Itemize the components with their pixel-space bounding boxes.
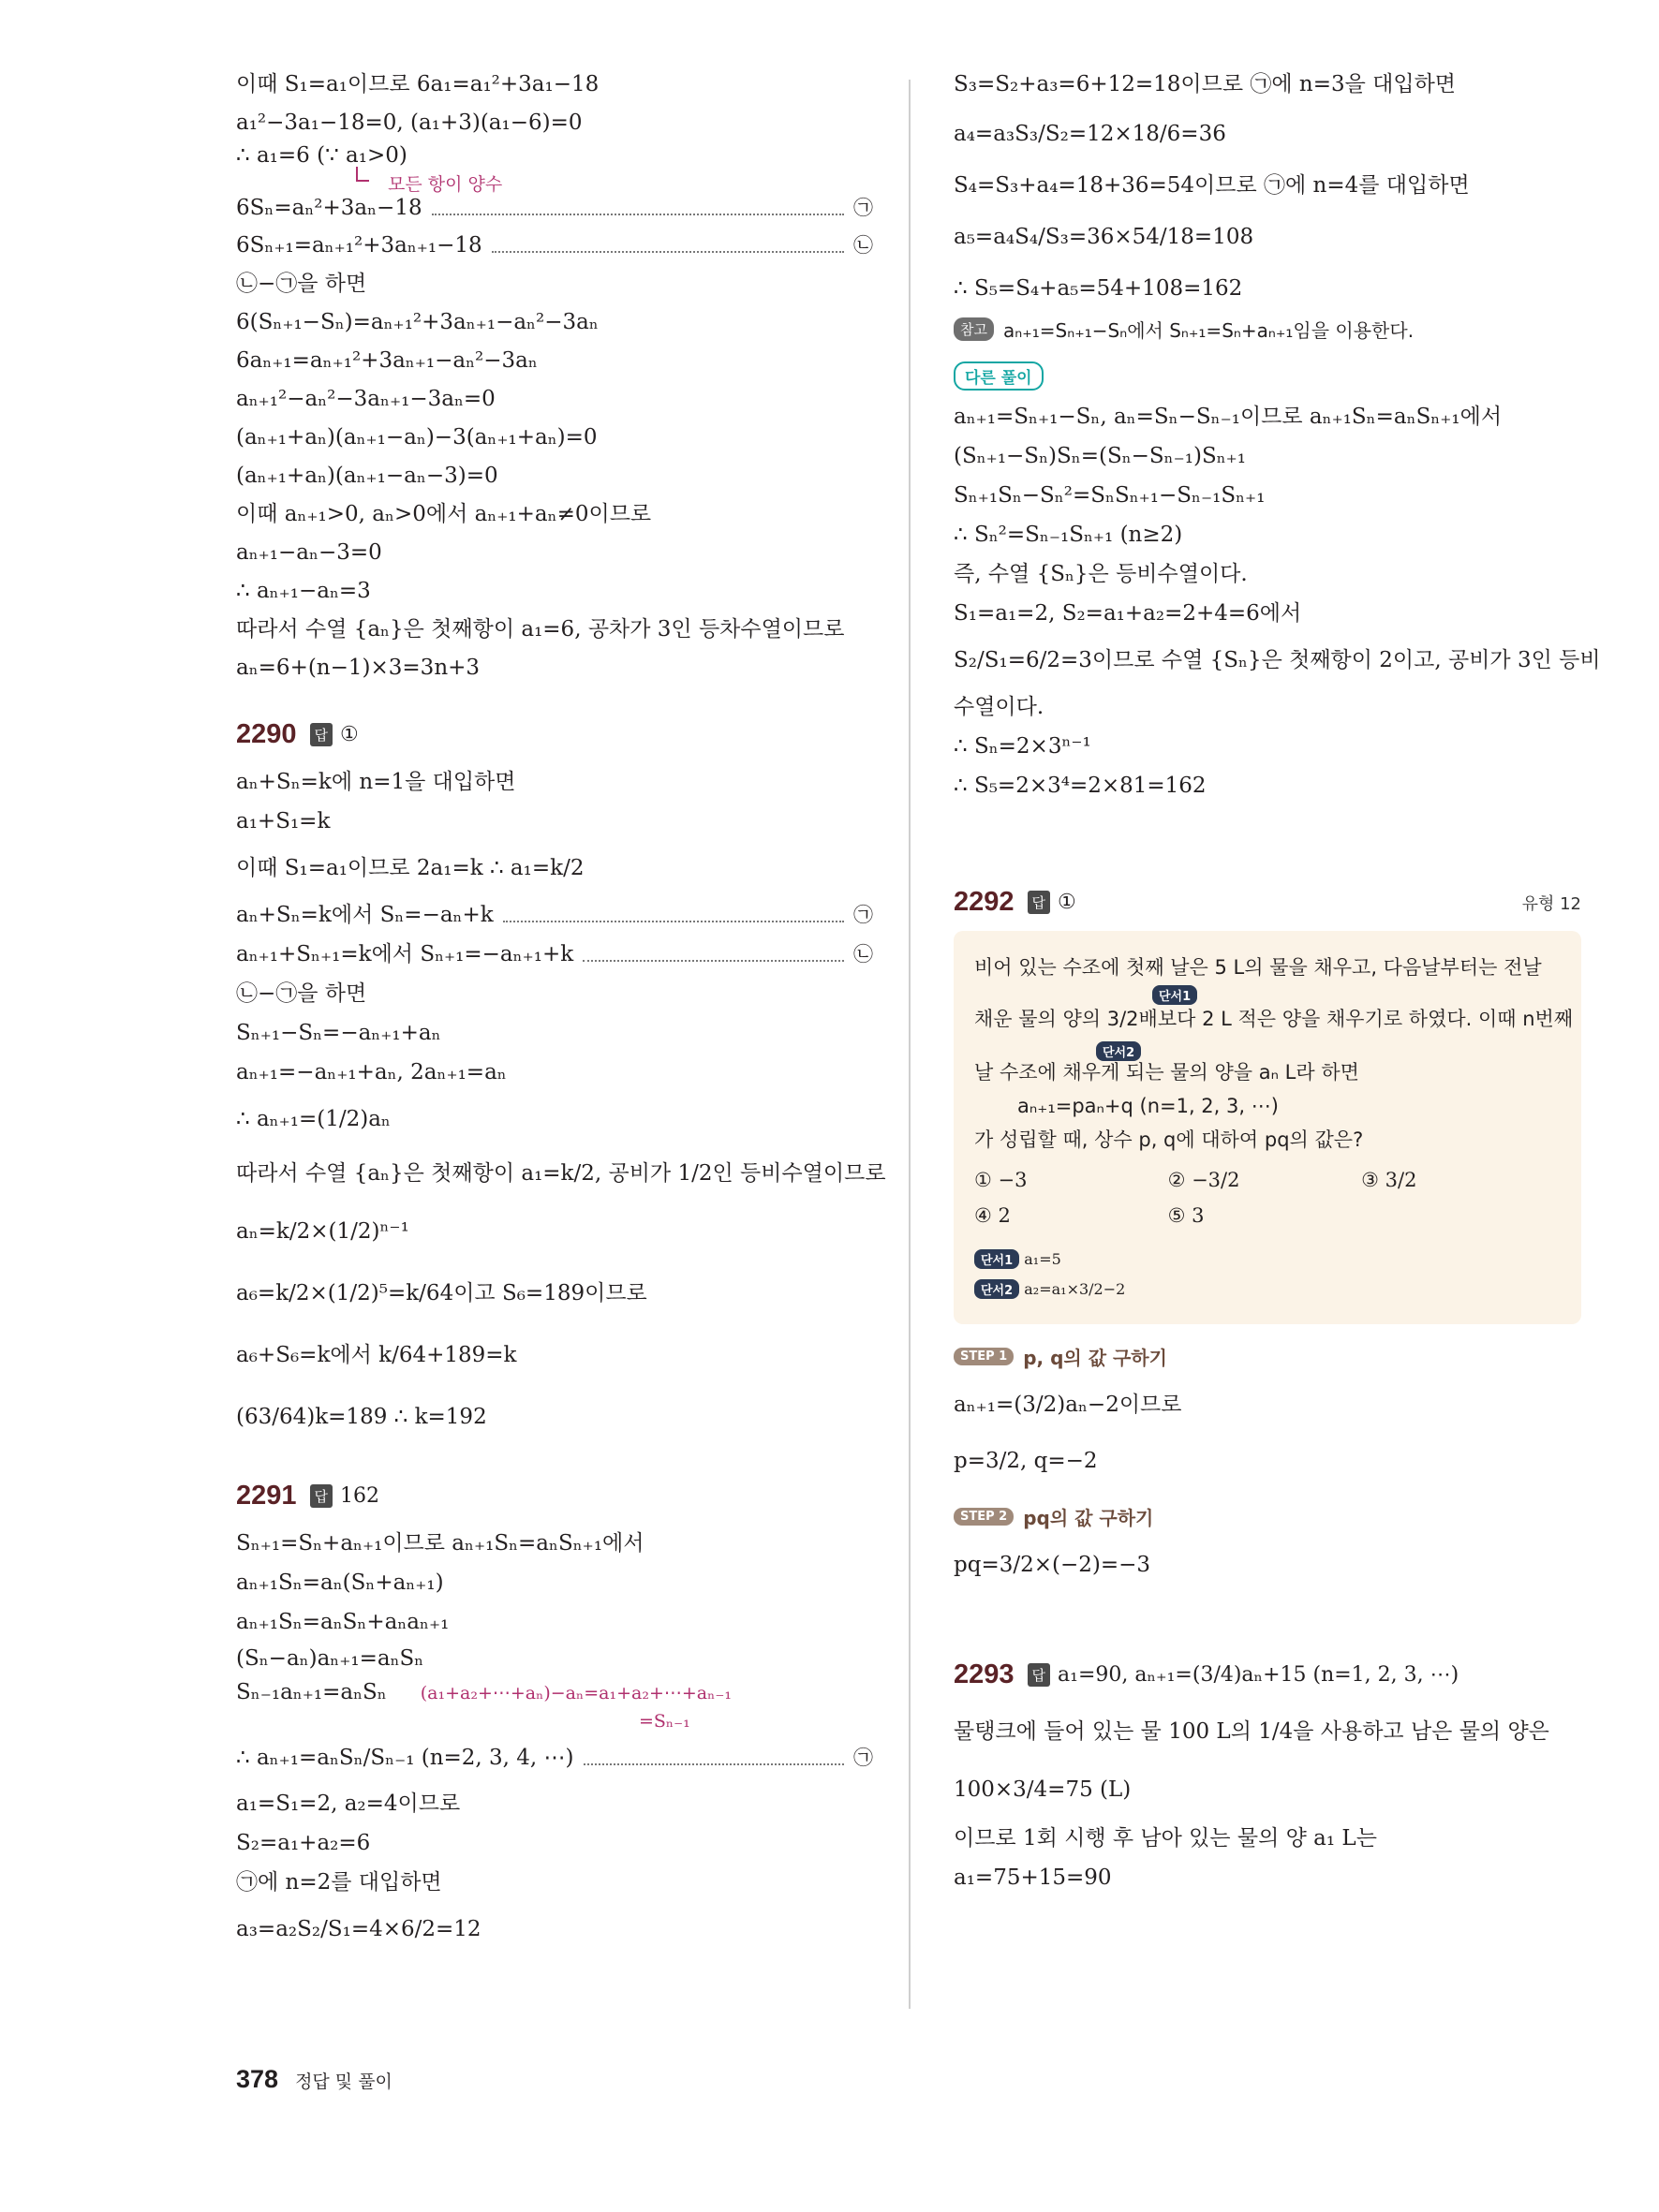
footer-title: 정답 및 풀이 [295, 2072, 393, 2092]
solution-line: a₁²−3a₁−18=0, (a₁+3)(a₁−6)=0 [236, 110, 583, 135]
problem-text: 비어 있는 수조에 첫째 날은 5 L의 물을 채우고, 다음날부터는 전날 [974, 956, 1542, 980]
problem-number: 2291 [236, 1481, 297, 1511]
problem-header-2292 [954, 887, 1581, 918]
solution-line: aₙ₊₁=Sₙ₊₁−Sₙ, aₙ=Sₙ−Sₙ₋₁이므로 aₙ₊₁Sₙ=aₙSₙ₊₁에서 [954, 405, 1503, 430]
solution-line: 따라서 수열 {aₙ}은 첫째항이 a₁=6, 공차가 3인 등차수열이므로 [236, 616, 845, 641]
sum-annotation-2: =Sₙ₋₁ [639, 1710, 690, 1732]
solution-line: (Sₙ₊₁−Sₙ)Sₙ=(Sₙ−Sₙ₋₁)Sₙ₊₁ [954, 444, 1247, 469]
solution-line: 이때 S₁=a₁이므로 6a₁=a₁²+3a₁−18 [236, 71, 600, 96]
problem-header-2293 [954, 1659, 1581, 1690]
choice-5[interactable]: ⑤ 3 [1167, 1204, 1205, 1227]
solution-line: Sₙ₊₁−Sₙ=−aₙ₊₁+aₙ [236, 1021, 441, 1046]
answer-badge: 답 [1028, 1663, 1051, 1687]
right-column [954, 66, 1601, 1898]
solution-line: S₂=a₁+a₂=6 [236, 1831, 371, 1856]
equation-2: aₙ₊₁+Sₙ₊₁=k에서 Sₙ₊₁=−aₙ₊₁+k ㉡ [236, 942, 873, 967]
solution-line: aₙ+Sₙ=k에 n=1을 대입하면 [236, 770, 516, 795]
equation-2: 6Sₙ₊₁=aₙ₊₁²+3aₙ₊₁−18 ㉡ [236, 232, 873, 258]
solution-line: ∴ aₙ₊₁−aₙ=3 [236, 578, 371, 603]
type-tag: 유형 12 [1521, 893, 1581, 914]
solution-line: 6(Sₙ₊₁−Sₙ)=aₙ₊₁²+3aₙ₊₁−aₙ²−3aₙ [236, 309, 599, 334]
alternative-solution-badge: 다른 풀이 [954, 361, 1044, 391]
problem-text: 가 성립할 때, 상수 p, q에 대하여 pq의 값은? [974, 1128, 1364, 1152]
solution-line: S₄=S₃+a₄=18+36=54이므로 ㉠에 n=4를 대입하면 [954, 173, 1470, 199]
solution-line: Sₙ₊₁Sₙ−Sₙ²=SₙSₙ₊₁−Sₙ₋₁Sₙ₊₁ [954, 483, 1266, 509]
answer-value: a₁=90, aₙ₊₁=(3/4)aₙ+15 (n=1, 2, 3, ⋯) [1058, 1663, 1459, 1687]
intro-solution [236, 66, 873, 687]
solution-line: 이때 S₁=a₁이므로 2a₁=k ∴ a₁=k/2 [236, 856, 585, 881]
problem-equation: aₙ₊₁=paₙ+q (n=1, 2, 3, ⋯) [1017, 1095, 1279, 1118]
solution-line: a₆=k/2×(1/2)⁵=k/64이고 S₆=189이므로 [236, 1281, 647, 1306]
solution-line: a₁=S₁=2, a₂=4이므로 [236, 1792, 461, 1817]
solution-line: (aₙ₊₁+aₙ)(aₙ₊₁−aₙ−3)=0 [236, 463, 498, 488]
solution-line: ∴ Sₙ²=Sₙ₋₁Sₙ₊₁ (n≥2) [954, 523, 1183, 548]
solution-line: 물탱크에 들어 있는 물 100 L의 1/4을 사용하고 남은 물의 양은 [954, 1719, 1549, 1745]
problem-number: 2290 [236, 719, 297, 749]
solution-line: a₄=a₃S₃/S₂=12×18/6=36 [954, 122, 1226, 147]
problem-number: 2293 [954, 1659, 1015, 1689]
solution-line: ∴ S₅=2×3⁴=2×81=162 [954, 774, 1207, 799]
solution-line: 수열이다. [954, 695, 1044, 720]
solution-line: a₃=a₂S₂/S₁=4×6/2=12 [236, 1917, 481, 1942]
solution-line: ㉡−㉠을 하면 [236, 271, 367, 296]
solution-line: Sₙ₋₁aₙ₊₁=aₙSₙ (a₁+a₂+⋯+aₙ)−aₙ=a₁+a₂+⋯+aₙ₋₁ [236, 1680, 732, 1705]
solution-line: ∴ aₙ₊₁=(1/2)aₙ [236, 1107, 391, 1132]
reference-note: 참고 aₙ₊₁=Sₙ₊₁−Sₙ에서 Sₙ₊₁=Sₙ+aₙ₊₁임을 이용한다. [954, 316, 1581, 343]
equation-1: aₙ+Sₙ=k에서 Sₙ=−aₙ+k ㉠ [236, 903, 873, 928]
solution-line: Sₙ₊₁=Sₙ+aₙ₊₁이므로 aₙ₊₁Sₙ=aₙSₙ₊₁에서 [236, 1531, 644, 1556]
solution-2290 [236, 763, 886, 1449]
choice-4[interactable]: ④ 2 [974, 1204, 1011, 1227]
answer-value: ① [340, 723, 359, 746]
solution-line: ∴ S₅=S₄+a₅=54+108=162 [954, 276, 1243, 302]
choice-2[interactable]: ② −3/2 [1167, 1169, 1240, 1191]
problem-header-2290 [236, 719, 873, 750]
solution-line: S₂/S₁=6/2=3이므로 수열 {Sₙ}은 첫째항이 2이고, 공비가 3인 등비 [954, 648, 1601, 673]
hint-1-marker: 단서1 [1152, 985, 1197, 1005]
answer-value: 162 [340, 1484, 380, 1508]
solution-line: aₙ=k/2×(1/2)ⁿ⁻¹ [236, 1219, 409, 1245]
sum-annotation: (a₁+a₂+⋯+aₙ)−aₙ=a₁+a₂+⋯+aₙ₋₁ [420, 1682, 732, 1703]
solution-line: 이때 aₙ₊₁>0, aₙ>0에서 aₙ₊₁+aₙ≠0이므로 [236, 501, 652, 526]
hint-2-marker: 단서2 [1096, 1041, 1141, 1061]
equation-1: ∴ aₙ₊₁=aₙSₙ/Sₙ₋₁ (n=2, 3, 4, ⋯) ㉠ [236, 1746, 873, 1771]
solution-line: aₙ=6+(n−1)×3=3n+3 [236, 655, 481, 680]
solution-line: pq=3/2×(−2)=−3 [954, 1553, 1151, 1578]
page-number: 378 [236, 2065, 279, 2093]
solution-line: ∴ a₁=6 (∵ a₁>0) [236, 143, 407, 169]
solution-line: ㉠에 n=2를 대입하면 [236, 1870, 442, 1895]
positive-annotation: 모든 항이 양수 [236, 170, 873, 191]
solution-2291-continued [954, 66, 1581, 310]
solution-line: a₁=75+15=90 [954, 1865, 1112, 1891]
solution-line: S₁=a₁=2, S₂=a₁+a₂=2+4=6에서 [954, 601, 1302, 627]
answer-badge: 답 [1028, 891, 1051, 914]
solution-line: (63/64)k=189 ∴ k=192 [236, 1405, 487, 1430]
solution-line: a₅=a₄S₄/S₃=36×54/18=108 [954, 225, 1254, 250]
solution-line: aₙ₊₁−aₙ−3=0 [236, 539, 382, 565]
column-divider [909, 80, 911, 2009]
solution-line: aₙ₊₁Sₙ=aₙ(Sₙ+aₙ₊₁) [236, 1571, 444, 1596]
problem-number: 2292 [954, 887, 1015, 917]
alternative-solution [954, 398, 1601, 806]
choice-3[interactable]: ③ 3/2 [1361, 1169, 1417, 1191]
solution-line: 즉, 수열 {Sₙ}은 등비수열이다. [954, 562, 1248, 587]
solution-2293 [954, 1703, 1581, 1898]
answer-choices [974, 1169, 1561, 1240]
solution-2291 [236, 1525, 873, 1957]
solution-line: 따라서 수열 {aₙ}은 첫째항이 a₁=k/2, 공비가 1/2인 등비수열이므로 [236, 1161, 886, 1187]
page-footer [236, 2065, 393, 2094]
solution-line: ㉡−㉠을 하면 [236, 981, 367, 1007]
equation-1: 6Sₙ=aₙ²+3aₙ−18 ㉠ [236, 196, 873, 221]
answer-badge: 답 [310, 1484, 333, 1508]
solution-line: aₙ₊₁=−aₙ₊₁+aₙ, 2aₙ₊₁=aₙ [236, 1060, 507, 1085]
solution-line: p=3/2, q=−2 [954, 1449, 1098, 1474]
hint-list: 단서1 a₁=5 단서2 a₂=a₁×3/2−2 [974, 1249, 1561, 1305]
solution-line: aₙ₊₁=(3/2)aₙ−2이므로 [954, 1393, 1182, 1418]
solution-line: S₃=S₂+a₃=6+12=18이므로 ㉠에 n=3을 대입하면 [954, 71, 1457, 96]
problem-text: 채운 물의 양의 3/2배보다 2 L 적은 양을 채우기로 하였다. 이때 n번째 [974, 1008, 1574, 1031]
solution-line: a₆+S₆=k에서 k/64+189=k [236, 1343, 517, 1368]
answer-value: ① [1058, 891, 1076, 914]
solution-line: 100×3/4=75 (L) [954, 1777, 1132, 1803]
problem-text: 날 수조에 채우게 되는 물의 양을 aₙ L라 하면 [974, 1061, 1359, 1084]
solution-line: a₁+S₁=k [236, 809, 331, 834]
problem-header-2291 [236, 1481, 873, 1512]
step-1-header: STEP 1 p, q의 값 구하기 [954, 1343, 1581, 1370]
choice-1[interactable]: ① −3 [974, 1169, 1028, 1191]
problem-box-2292 [954, 931, 1581, 1324]
solution-line: aₙ₊₁Sₙ=aₙSₙ+aₙaₙ₊₁ [236, 1610, 450, 1635]
reference-chip: 참고 [954, 317, 994, 341]
solution-line: ∴ Sₙ=2×3ⁿ⁻¹ [954, 734, 1091, 759]
solution-line: 6aₙ₊₁=aₙ₊₁²+3aₙ₊₁−aₙ²−3aₙ [236, 347, 538, 373]
solution-line: aₙ₊₁²−aₙ²−3aₙ₊₁−3aₙ=0 [236, 386, 496, 411]
answer-badge: 답 [310, 723, 333, 746]
solution-line: (aₙ₊₁+aₙ)(aₙ₊₁−aₙ)−3(aₙ₊₁+aₙ)=0 [236, 424, 598, 450]
solution-line: 이므로 1회 시행 후 남아 있는 물의 양 a₁ L는 [954, 1826, 1377, 1851]
left-column [236, 66, 886, 1957]
solution-line: (Sₙ−aₙ)aₙ₊₁=aₙSₙ [236, 1646, 424, 1672]
step-2-header: STEP 2 pq의 값 구하기 [954, 1503, 1581, 1530]
